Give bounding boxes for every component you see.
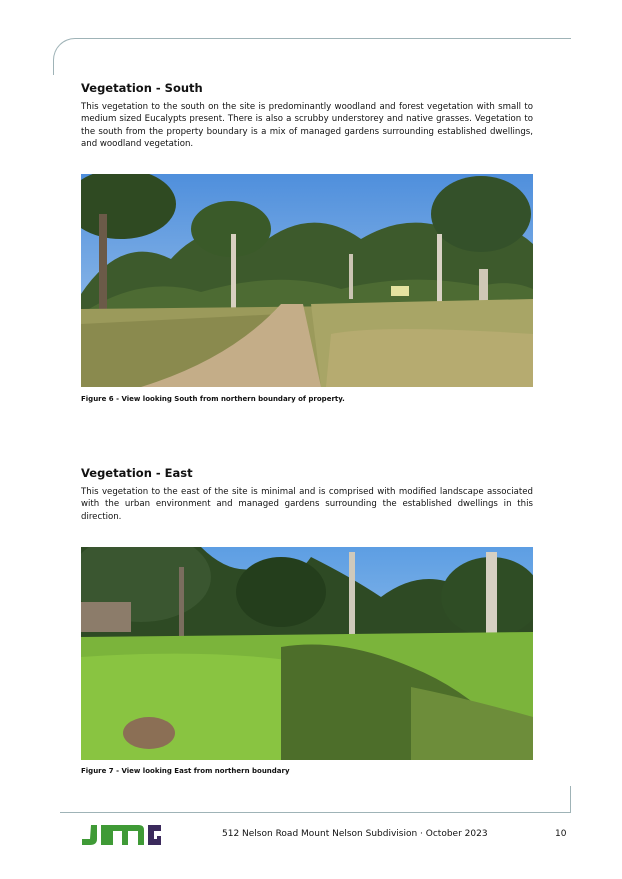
page-frame-top [53, 38, 571, 75]
figure-6-caption: Figure 6 - View looking South from northern boundary of property. [81, 395, 345, 403]
figure-7-photo [81, 547, 533, 760]
figure-7-caption: Figure 7 - View looking East from northern boundary [81, 767, 290, 775]
section-heading-east: Vegetation - East [81, 466, 193, 480]
page-number: 10 [555, 829, 567, 839]
footer-document-title: 512 Nelson Road Mount Nelson Subdivision · October 2023 [222, 829, 488, 839]
figure-6-photo [81, 174, 533, 387]
jmg-logo [81, 823, 161, 851]
page-frame-bottom [60, 786, 571, 813]
section-body-south: This vegetation to the south on the site is predominantly woodland and forest vegetation with small to medium sized Eucalypts present. There is also a scrubby understorey and native grasses. Vegetation to the south from the property boundary is a mix of managed gardens surrounding established dwellings, and woodland vegetation. [81, 102, 533, 150]
section-heading-south: Vegetation - South [81, 81, 203, 95]
section-body-east: This vegetation to the east of the site is minimal and is comprised with modified landscape associated with the urban environment and managed gardens surrounding the established dwellings in this direction. [81, 487, 533, 522]
